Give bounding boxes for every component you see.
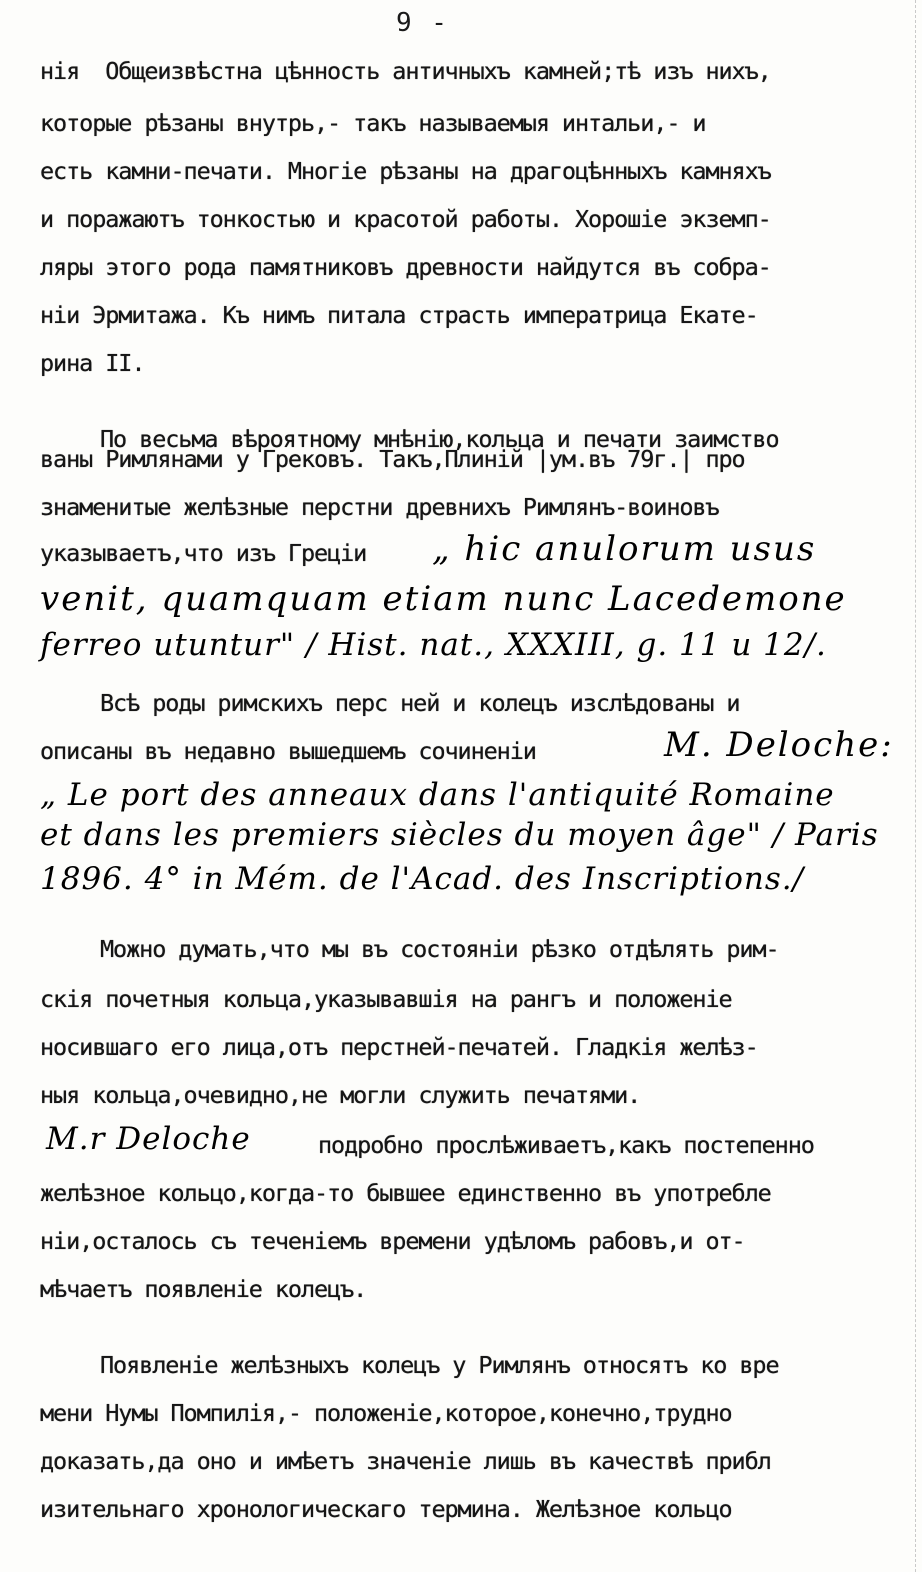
handwritten-quote: venit, quamquam etiam nunc Lacedemone: [40, 579, 847, 619]
handwritten-title: „ Le port des anneaux dans l'antiquité Romaine: [40, 777, 835, 813]
text-line: носившаго его лица,отъ перстней-печатей. Гладкія желѣз-: [40, 1033, 758, 1061]
text-line: ныя кольца,очевидно,не могли служить печатями.: [40, 1081, 641, 1109]
text-line: нія Общеизвѣстна цѣнность античныхъ камней;тѣ изъ нихъ,: [40, 57, 771, 85]
text-line: изительнаго хронологическаго термина. Желѣзное кольцо: [40, 1495, 732, 1523]
text-line: ваны Римлянами у Грековъ. Такъ,Плиній |ум.въ 79г.| про: [40, 445, 745, 473]
page-number: 9 -: [396, 8, 449, 38]
text-line: ляры этого рода памятниковъ древности найдутся въ собра-: [40, 253, 771, 281]
text-line: ніи,осталось съ теченіемъ времени удѣломъ рабовъ,и от-: [40, 1227, 745, 1255]
handwritten-quote: ferreo utuntur" / Hist. nat., XXXIII, g. 11 u 12/.: [40, 627, 827, 663]
text-line: знаменитые желѣзные перстни древнихъ Римлянъ-воиновъ: [40, 493, 719, 521]
text-line: скія почетныя кольца,указывавшія на рангъ и положеніе: [40, 985, 732, 1013]
handwritten-quote: „ hic anulorum usus: [432, 529, 817, 569]
text-line: желѣзное кольцо,когда-то бывшее единственно въ употребле: [40, 1179, 771, 1207]
text-line: которые рѣзаны внутрь,- такъ называемыя интальи,- и: [40, 109, 706, 137]
text-line: Можно думать,что мы въ состояніи рѣзко отдѣлять рим-: [100, 935, 779, 963]
text-line: ніи Эрмитажа. Къ нимъ питала страсть императрица Екате-: [40, 301, 758, 329]
text-line: мени Нумы Помпилія,- положеніе,которое,конечно,трудно: [40, 1399, 732, 1427]
text-line: доказать,да оно и имѣетъ значеніе лишь въ качествѣ прибл: [40, 1447, 771, 1475]
text-line: есть камни-печати. Многіе рѣзаны на драгоцѣнныхъ камняхъ: [40, 157, 771, 185]
text-line: подробно прослѣживаетъ,какъ постепенно: [318, 1131, 814, 1159]
handwritten-author: M. Deloche:: [664, 725, 894, 765]
page-edge: [915, 0, 922, 1572]
text-line: и поражаютъ тонкостью и красотой работы. Хорошіе экземп-: [40, 205, 771, 233]
handwritten-title: 1896. 4° in Mém. de l'Acad. des Inscriptions./: [40, 861, 805, 897]
text-line: Появленіе желѣзныхъ колецъ у Римлянъ относятъ ко вре: [100, 1351, 779, 1379]
handwritten-author: M.r Deloche: [46, 1121, 251, 1157]
text-line: мѣчаетъ появленіе колецъ.: [40, 1275, 367, 1303]
text-line: указываетъ,что изъ Греціи: [40, 539, 367, 567]
text-line: По весьма вѣроятному мнѣнію,кольца и печати заимство: [100, 425, 779, 453]
text-line: рина II.: [40, 349, 145, 377]
text-line: описаны въ недавно вышедшемъ сочиненіи: [40, 737, 536, 765]
handwritten-title: et dans les premiers siècles du moyen âge" / Paris: [40, 817, 879, 853]
text-line: Всѣ роды римскихъ перс ней и колецъ изслѣдованы и: [100, 689, 740, 717]
